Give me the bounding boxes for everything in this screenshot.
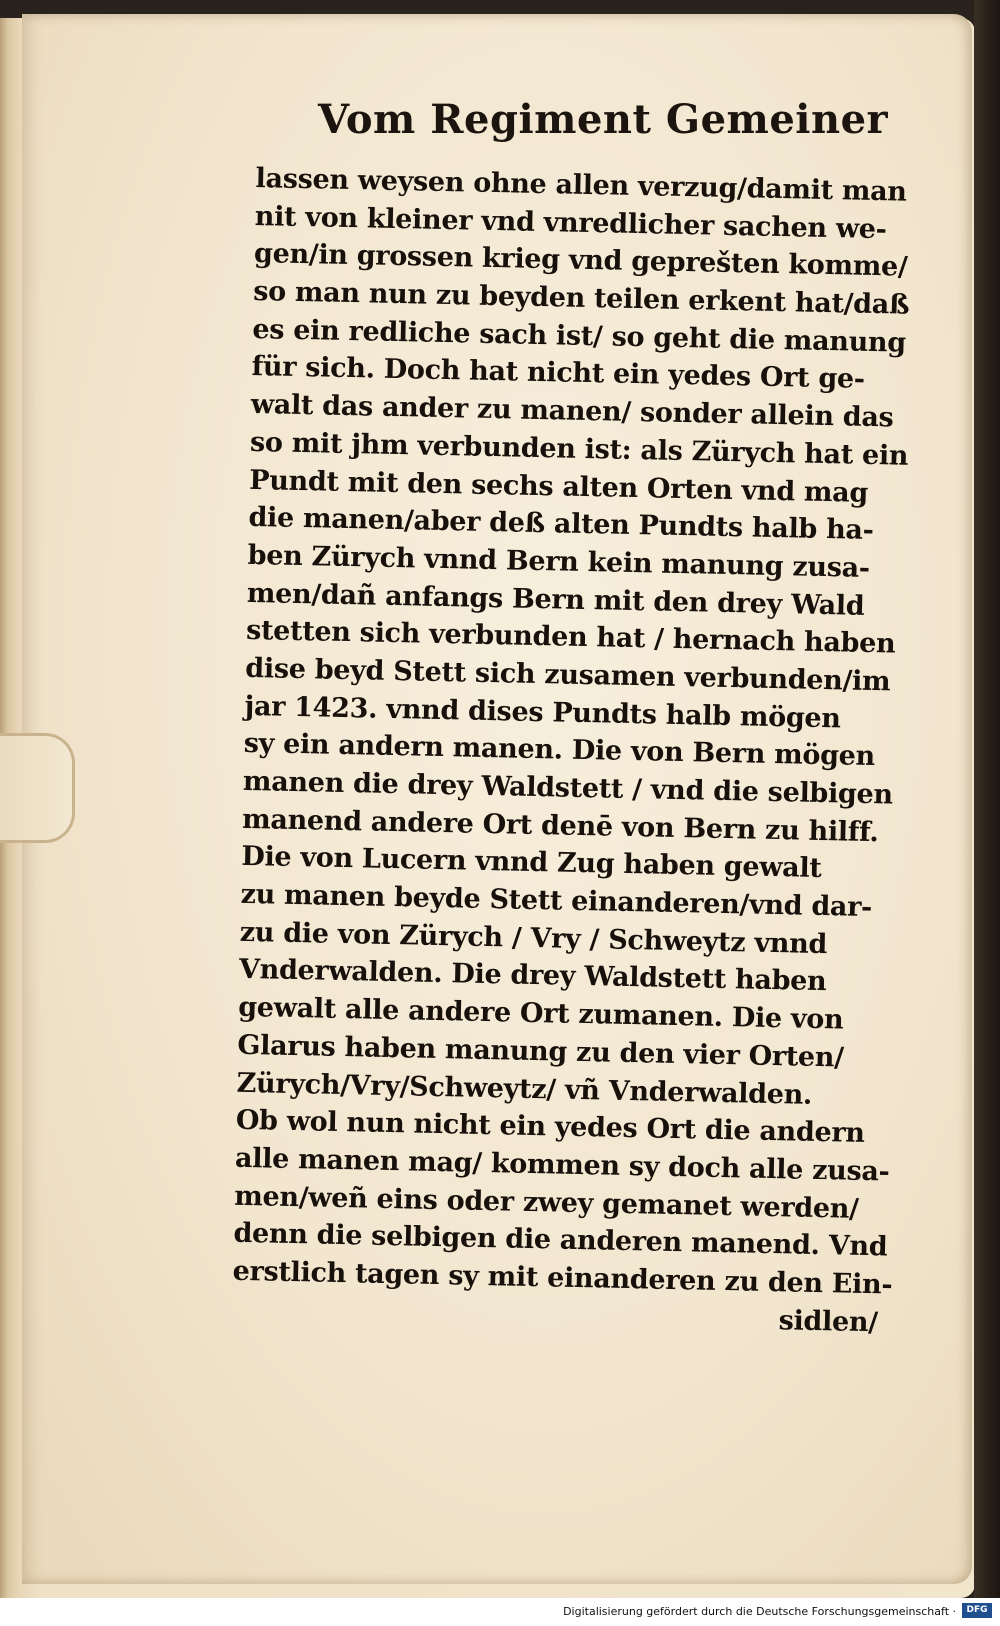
catchword: sidlen/ xyxy=(778,1304,879,1338)
text-line: lassen weysen ohne allen verzug/damit man xyxy=(255,162,908,208)
text-line: manen die drey Waldstett / vnd die selbigen xyxy=(242,765,894,811)
text-line: so mit jhm verbunden ist: als Zürych hat ein xyxy=(249,426,909,472)
text-line: denn die selbigen die anderen manend. Vnd xyxy=(233,1218,888,1263)
book-spine xyxy=(974,0,1000,1598)
text-line: Ob wol nun nicht ein yedes Ort die andern xyxy=(235,1104,865,1150)
text-line: Glarus haben manung zu den vier Orten/ xyxy=(237,1029,845,1074)
digitization-credit: Digitalisierung gefördert durch die Deutsche Forschungsgemeinschaft · xyxy=(563,1605,956,1618)
body-text xyxy=(232,160,916,1342)
page-tab-marker xyxy=(0,733,75,843)
text-line: die manen/aber deß alten Pundts halb ha- xyxy=(248,502,874,547)
dfg-logo: DFG xyxy=(962,1603,992,1618)
text-line: gewalt alle andere Ort zumanen. Die von xyxy=(237,991,844,1036)
text-line: men/dañ anfangs Bern mit den drey Wald xyxy=(246,577,865,622)
text-line: es ein redliche sach ist/ so geht die manung xyxy=(252,313,907,359)
text-line: gen/in grossen krieg vnd geprešten komme/ xyxy=(253,238,908,284)
text-line: für sich. Doch hat nicht ein yedes Ort ge- xyxy=(251,351,866,396)
text-line: nit von kleiner vnd vnredlicher sachen we- xyxy=(254,200,887,245)
text-line: erstlich tagen sy mit einanderen zu den Ein- xyxy=(232,1255,893,1301)
text-line: jar 1423. vnnd dises Pundts halb mögen xyxy=(244,690,841,734)
running-heading: Vom Regiment Gemeiner xyxy=(318,96,889,143)
text-line: stetten sich verbunden hat / hernach haben xyxy=(245,615,896,660)
text-line: dise beyd Stett sich zusamen verbunden/im xyxy=(245,652,891,698)
text-line: men/weñ eins oder zwey gemanet werden/ xyxy=(233,1180,859,1225)
text-line: Pundt mit den sechs alten Orten vnd mag xyxy=(248,464,869,509)
text-line: ben Zürych vnnd Bern kein manung zusa- xyxy=(247,539,871,584)
text-line: manend andere Ort denē von Bern zu hilff. xyxy=(241,803,879,848)
text-line: sy ein andern manen. Die von Bern mögen xyxy=(243,728,876,773)
text-line: zu die von Zürych / Vry / Schweytz vnnd xyxy=(239,916,828,960)
text-line: Zürych/Vry/Schweytz/ vñ Vnderwalden. xyxy=(236,1067,813,1111)
text-line: Vnderwalden. Die drey Waldstett haben xyxy=(238,954,827,998)
text-line: zu manen beyde Stett einanderen/vnd dar- xyxy=(240,878,873,924)
text-line: so man nun zu beyden teilen erkent hat/daß xyxy=(252,276,910,321)
text-line: alle manen mag/ kommen sy doch alle zusa- xyxy=(234,1142,890,1188)
text-line: walt das ander zu manen/ sonder allein das xyxy=(250,389,894,434)
text-line: Die von Lucern vnnd Zug haben gewalt xyxy=(241,841,822,885)
